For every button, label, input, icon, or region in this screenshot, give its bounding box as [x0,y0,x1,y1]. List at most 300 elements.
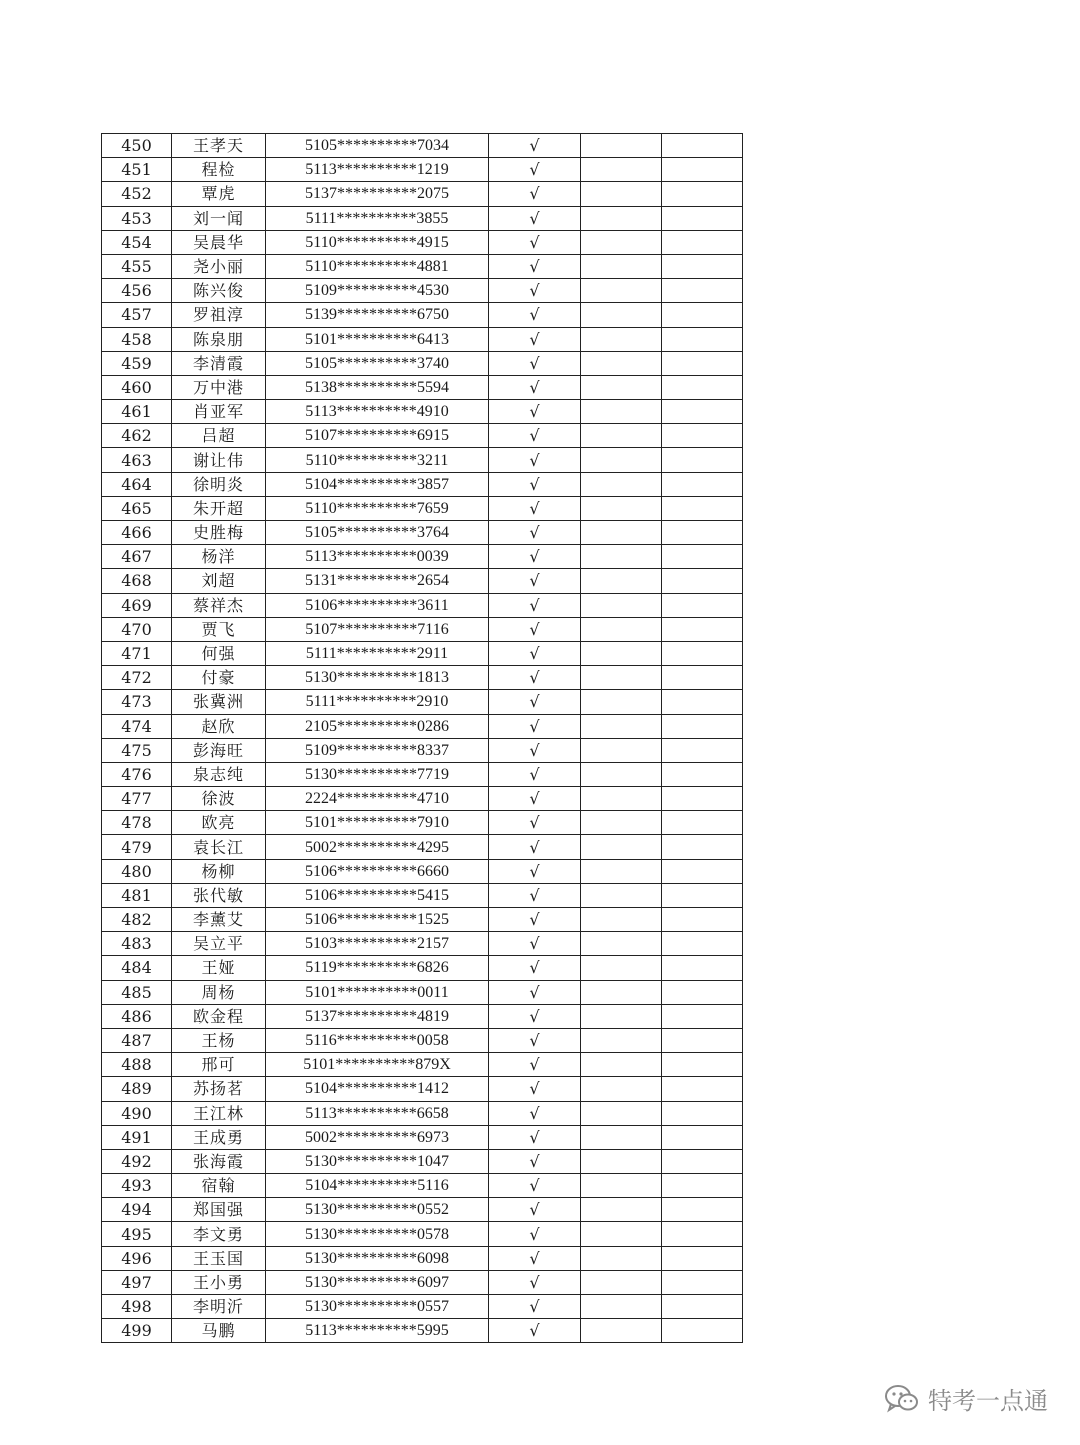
id-number-cell: 5130**********7719 [266,762,489,786]
table-row [102,327,743,351]
id-number-cell: 5106**********1525 [266,908,489,932]
wechat-icon [884,1384,920,1414]
name-cell: 王江林 [172,1101,266,1125]
empty-cell-1 [581,883,662,907]
name-cell: 陈泉朋 [172,327,266,351]
table-row [102,1246,743,1270]
empty-cell-1 [581,496,662,520]
empty-cell-1 [581,787,662,811]
empty-cell-1 [581,1198,662,1222]
row-number-cell: 478 [102,811,172,835]
roster-table [101,133,743,1343]
check-mark-cell: √ [489,1198,581,1222]
check-mark-cell: √ [489,303,581,327]
id-number-cell: 5106**********6660 [266,859,489,883]
name-cell: 朱开超 [172,496,266,520]
table-row [102,593,743,617]
id-number-cell: 5113**********4910 [266,400,489,424]
name-cell: 王杨 [172,1028,266,1052]
id-number-cell: 2224**********4710 [266,787,489,811]
id-number-cell: 5116**********0058 [266,1028,489,1052]
empty-cell-2 [662,569,743,593]
name-cell: 李文勇 [172,1222,266,1246]
name-cell: 史胜梅 [172,521,266,545]
table-row [102,182,743,206]
empty-cell-2 [662,375,743,399]
id-number-cell: 5101**********6413 [266,327,489,351]
check-mark-cell: √ [489,327,581,351]
name-cell: 付豪 [172,666,266,690]
empty-cell-1 [581,859,662,883]
row-number-cell: 497 [102,1270,172,1294]
name-cell: 尧小丽 [172,254,266,278]
row-number-cell: 476 [102,762,172,786]
check-mark-cell: √ [489,1295,581,1319]
empty-cell-2 [662,400,743,424]
name-cell: 欧金程 [172,1004,266,1028]
row-number-cell: 471 [102,641,172,665]
row-number-cell: 451 [102,158,172,182]
empty-cell-2 [662,1198,743,1222]
row-number-cell: 498 [102,1295,172,1319]
table-row [102,666,743,690]
name-cell: 马鹏 [172,1319,266,1343]
name-cell: 徐波 [172,787,266,811]
check-mark-cell: √ [489,424,581,448]
empty-cell-2 [662,206,743,230]
empty-cell-2 [662,1125,743,1149]
table-row [102,375,743,399]
row-number-cell: 450 [102,134,172,158]
row-number-cell: 460 [102,375,172,399]
row-number-cell: 482 [102,908,172,932]
table-row [102,859,743,883]
id-number-cell: 5105**********3740 [266,351,489,375]
empty-cell-1 [581,690,662,714]
check-mark-cell: √ [489,1004,581,1028]
empty-cell-2 [662,182,743,206]
table-row [102,1319,743,1343]
id-number-cell: 5130**********1813 [266,666,489,690]
check-mark-cell: √ [489,521,581,545]
check-mark-cell: √ [489,206,581,230]
empty-cell-2 [662,1295,743,1319]
row-number-cell: 486 [102,1004,172,1028]
empty-cell-1 [581,1077,662,1101]
table-row [102,254,743,278]
empty-cell-1 [581,908,662,932]
check-mark-cell: √ [489,690,581,714]
empty-cell-2 [662,859,743,883]
empty-cell-1 [581,811,662,835]
empty-cell-1 [581,1028,662,1052]
table-row [102,472,743,496]
row-number-cell: 472 [102,666,172,690]
empty-cell-1 [581,1125,662,1149]
row-number-cell: 461 [102,400,172,424]
empty-cell-1 [581,666,662,690]
empty-cell-2 [662,496,743,520]
empty-cell-2 [662,1028,743,1052]
row-number-cell: 458 [102,327,172,351]
row-number-cell: 487 [102,1028,172,1052]
empty-cell-2 [662,230,743,254]
id-number-cell: 5002**********6973 [266,1125,489,1149]
watermark-text: 特考一点通 [928,1387,1048,1415]
check-mark-cell: √ [489,980,581,1004]
check-mark-cell: √ [489,351,581,375]
check-mark-cell: √ [489,496,581,520]
name-cell: 赵欣 [172,714,266,738]
empty-cell-2 [662,1077,743,1101]
watermark [884,1381,1048,1416]
row-number-cell: 469 [102,593,172,617]
id-number-cell: 5113**********6658 [266,1101,489,1125]
empty-cell-2 [662,327,743,351]
id-number-cell: 2105**********0286 [266,714,489,738]
row-number-cell: 474 [102,714,172,738]
empty-cell-2 [662,1174,743,1198]
check-mark-cell: √ [489,1246,581,1270]
empty-cell-1 [581,1270,662,1294]
row-number-cell: 499 [102,1319,172,1343]
empty-cell-1 [581,206,662,230]
name-cell: 李薰艾 [172,908,266,932]
name-cell: 王玉国 [172,1246,266,1270]
empty-cell-2 [662,545,743,569]
name-cell: 苏扬茗 [172,1077,266,1101]
check-mark-cell: √ [489,1028,581,1052]
id-number-cell: 5111**********3855 [266,206,489,230]
empty-cell-1 [581,375,662,399]
table-row [102,351,743,375]
empty-cell-2 [662,351,743,375]
name-cell: 宿翰 [172,1174,266,1198]
name-cell: 郑国强 [172,1198,266,1222]
row-number-cell: 484 [102,956,172,980]
check-mark-cell: √ [489,1174,581,1198]
empty-cell-2 [662,980,743,1004]
row-number-cell: 480 [102,859,172,883]
name-cell: 吕超 [172,424,266,448]
row-number-cell: 463 [102,448,172,472]
check-mark-cell: √ [489,956,581,980]
check-mark-cell: √ [489,811,581,835]
empty-cell-1 [581,521,662,545]
table-row [102,1028,743,1052]
table-row [102,230,743,254]
id-number-cell: 5106**********5415 [266,883,489,907]
empty-cell-2 [662,641,743,665]
table-row [102,932,743,956]
empty-cell-2 [662,617,743,641]
table-row [102,1125,743,1149]
check-mark-cell: √ [489,641,581,665]
id-number-cell: 5104**********3857 [266,472,489,496]
id-number-cell: 5130**********6097 [266,1270,489,1294]
empty-cell-1 [581,569,662,593]
table-row [102,424,743,448]
check-mark-cell: √ [489,762,581,786]
table-row [102,980,743,1004]
id-number-cell: 5103**********2157 [266,932,489,956]
check-mark-cell: √ [489,835,581,859]
table-row [102,883,743,907]
empty-cell-1 [581,1222,662,1246]
empty-cell-1 [581,448,662,472]
empty-cell-2 [662,1270,743,1294]
name-cell: 刘超 [172,569,266,593]
empty-cell-2 [662,158,743,182]
row-number-cell: 470 [102,617,172,641]
empty-cell-2 [662,593,743,617]
table-row [102,1077,743,1101]
empty-cell-1 [581,932,662,956]
id-number-cell: 5113**********1219 [266,158,489,182]
id-number-cell: 5105**********3764 [266,521,489,545]
table-row [102,1004,743,1028]
id-number-cell: 5130**********6098 [266,1246,489,1270]
row-number-cell: 483 [102,932,172,956]
table-row [102,1295,743,1319]
empty-cell-1 [581,1101,662,1125]
name-cell: 张冀洲 [172,690,266,714]
empty-cell-1 [581,1174,662,1198]
name-cell: 杨柳 [172,859,266,883]
row-number-cell: 465 [102,496,172,520]
empty-cell-2 [662,303,743,327]
name-cell: 王娅 [172,956,266,980]
empty-cell-2 [662,1004,743,1028]
empty-cell-1 [581,424,662,448]
table-row [102,738,743,762]
empty-cell-2 [662,956,743,980]
empty-cell-2 [662,811,743,835]
table-row [102,303,743,327]
id-number-cell: 5111**********2911 [266,641,489,665]
id-number-cell: 5110**********7659 [266,496,489,520]
id-number-cell: 5101**********0011 [266,980,489,1004]
name-cell: 贾飞 [172,617,266,641]
table-row [102,908,743,932]
name-cell: 谢让伟 [172,448,266,472]
row-number-cell: 492 [102,1149,172,1173]
row-number-cell: 481 [102,883,172,907]
empty-cell-2 [662,448,743,472]
id-number-cell: 5109**********4530 [266,279,489,303]
table-row [102,206,743,230]
name-cell: 李清霞 [172,351,266,375]
empty-cell-1 [581,400,662,424]
check-mark-cell: √ [489,569,581,593]
id-number-cell: 5110**********4881 [266,254,489,278]
table-row [102,158,743,182]
check-mark-cell: √ [489,134,581,158]
id-number-cell: 5101**********879X [266,1053,489,1077]
empty-cell-1 [581,835,662,859]
name-cell: 袁长江 [172,835,266,859]
check-mark-cell: √ [489,617,581,641]
check-mark-cell: √ [489,666,581,690]
row-number-cell: 488 [102,1053,172,1077]
check-mark-cell: √ [489,375,581,399]
check-mark-cell: √ [489,448,581,472]
row-number-cell: 495 [102,1222,172,1246]
empty-cell-2 [662,787,743,811]
table-row [102,521,743,545]
name-cell: 王小勇 [172,1270,266,1294]
id-number-cell: 5002**********4295 [266,835,489,859]
name-cell: 罗祖淳 [172,303,266,327]
name-cell: 程检 [172,158,266,182]
id-number-cell: 5139**********6750 [266,303,489,327]
name-cell: 李明沂 [172,1295,266,1319]
check-mark-cell: √ [489,883,581,907]
id-number-cell: 5101**********7910 [266,811,489,835]
id-number-cell: 5130**********0552 [266,1198,489,1222]
id-number-cell: 5119**********6826 [266,956,489,980]
row-number-cell: 459 [102,351,172,375]
table-row [102,1198,743,1222]
table-row [102,1053,743,1077]
row-number-cell: 453 [102,206,172,230]
name-cell: 王孝天 [172,134,266,158]
empty-cell-2 [662,424,743,448]
empty-cell-1 [581,327,662,351]
name-cell: 邢可 [172,1053,266,1077]
empty-cell-1 [581,134,662,158]
empty-cell-2 [662,521,743,545]
empty-cell-1 [581,1053,662,1077]
check-mark-cell: √ [489,279,581,303]
name-cell: 彭海旺 [172,738,266,762]
empty-cell-1 [581,956,662,980]
check-mark-cell: √ [489,1270,581,1294]
check-mark-cell: √ [489,1222,581,1246]
table-row [102,690,743,714]
id-number-cell: 5113**********5995 [266,1319,489,1343]
check-mark-cell: √ [489,545,581,569]
empty-cell-1 [581,641,662,665]
id-number-cell: 5130**********0557 [266,1295,489,1319]
check-mark-cell: √ [489,158,581,182]
table-row [102,787,743,811]
table-row [102,714,743,738]
id-number-cell: 5137**********4819 [266,1004,489,1028]
id-number-cell: 5138**********5594 [266,375,489,399]
empty-cell-2 [662,279,743,303]
empty-cell-1 [581,1295,662,1319]
name-cell: 覃虎 [172,182,266,206]
check-mark-cell: √ [489,908,581,932]
row-number-cell: 466 [102,521,172,545]
empty-cell-1 [581,714,662,738]
id-number-cell: 5110**********3211 [266,448,489,472]
id-number-cell: 5106**********3611 [266,593,489,617]
empty-cell-1 [581,1246,662,1270]
check-mark-cell: √ [489,1149,581,1173]
empty-cell-2 [662,1246,743,1270]
empty-cell-2 [662,908,743,932]
empty-cell-2 [662,1222,743,1246]
table-row [102,448,743,472]
check-mark-cell: √ [489,230,581,254]
row-number-cell: 496 [102,1246,172,1270]
table-row [102,1101,743,1125]
table-row [102,1270,743,1294]
name-cell: 泉志纯 [172,762,266,786]
check-mark-cell: √ [489,1077,581,1101]
row-number-cell: 485 [102,980,172,1004]
table-row [102,835,743,859]
empty-cell-1 [581,158,662,182]
name-cell: 蔡祥杰 [172,593,266,617]
name-cell: 肖亚军 [172,400,266,424]
empty-cell-1 [581,230,662,254]
id-number-cell: 5130**********0578 [266,1222,489,1246]
name-cell: 王成勇 [172,1125,266,1149]
id-number-cell: 5107**********6915 [266,424,489,448]
row-number-cell: 462 [102,424,172,448]
table-row [102,545,743,569]
id-number-cell: 5104**********1412 [266,1077,489,1101]
name-cell: 张代敏 [172,883,266,907]
row-number-cell: 491 [102,1125,172,1149]
roster-table-body [102,134,743,1343]
empty-cell-1 [581,593,662,617]
name-cell: 张海霞 [172,1149,266,1173]
check-mark-cell: √ [489,1125,581,1149]
check-mark-cell: √ [489,714,581,738]
check-mark-cell: √ [489,1053,581,1077]
empty-cell-2 [662,835,743,859]
name-cell: 万中港 [172,375,266,399]
name-cell: 陈兴俊 [172,279,266,303]
name-cell: 吴立平 [172,932,266,956]
empty-cell-1 [581,738,662,762]
row-number-cell: 493 [102,1174,172,1198]
empty-cell-1 [581,1004,662,1028]
empty-cell-1 [581,545,662,569]
check-mark-cell: √ [489,472,581,496]
row-number-cell: 468 [102,569,172,593]
name-cell: 欧亮 [172,811,266,835]
empty-cell-2 [662,666,743,690]
name-cell: 刘一闻 [172,206,266,230]
check-mark-cell: √ [489,859,581,883]
row-number-cell: 473 [102,690,172,714]
empty-cell-1 [581,1149,662,1173]
row-number-cell: 452 [102,182,172,206]
empty-cell-1 [581,351,662,375]
row-number-cell: 490 [102,1101,172,1125]
empty-cell-2 [662,714,743,738]
empty-cell-2 [662,883,743,907]
check-mark-cell: √ [489,932,581,956]
row-number-cell: 455 [102,254,172,278]
check-mark-cell: √ [489,738,581,762]
id-number-cell: 5131**********2654 [266,569,489,593]
empty-cell-2 [662,932,743,956]
row-number-cell: 454 [102,230,172,254]
empty-cell-2 [662,472,743,496]
id-number-cell: 5130**********1047 [266,1149,489,1173]
empty-cell-1 [581,254,662,278]
empty-cell-1 [581,472,662,496]
row-number-cell: 467 [102,545,172,569]
table-row [102,1149,743,1173]
empty-cell-2 [662,134,743,158]
